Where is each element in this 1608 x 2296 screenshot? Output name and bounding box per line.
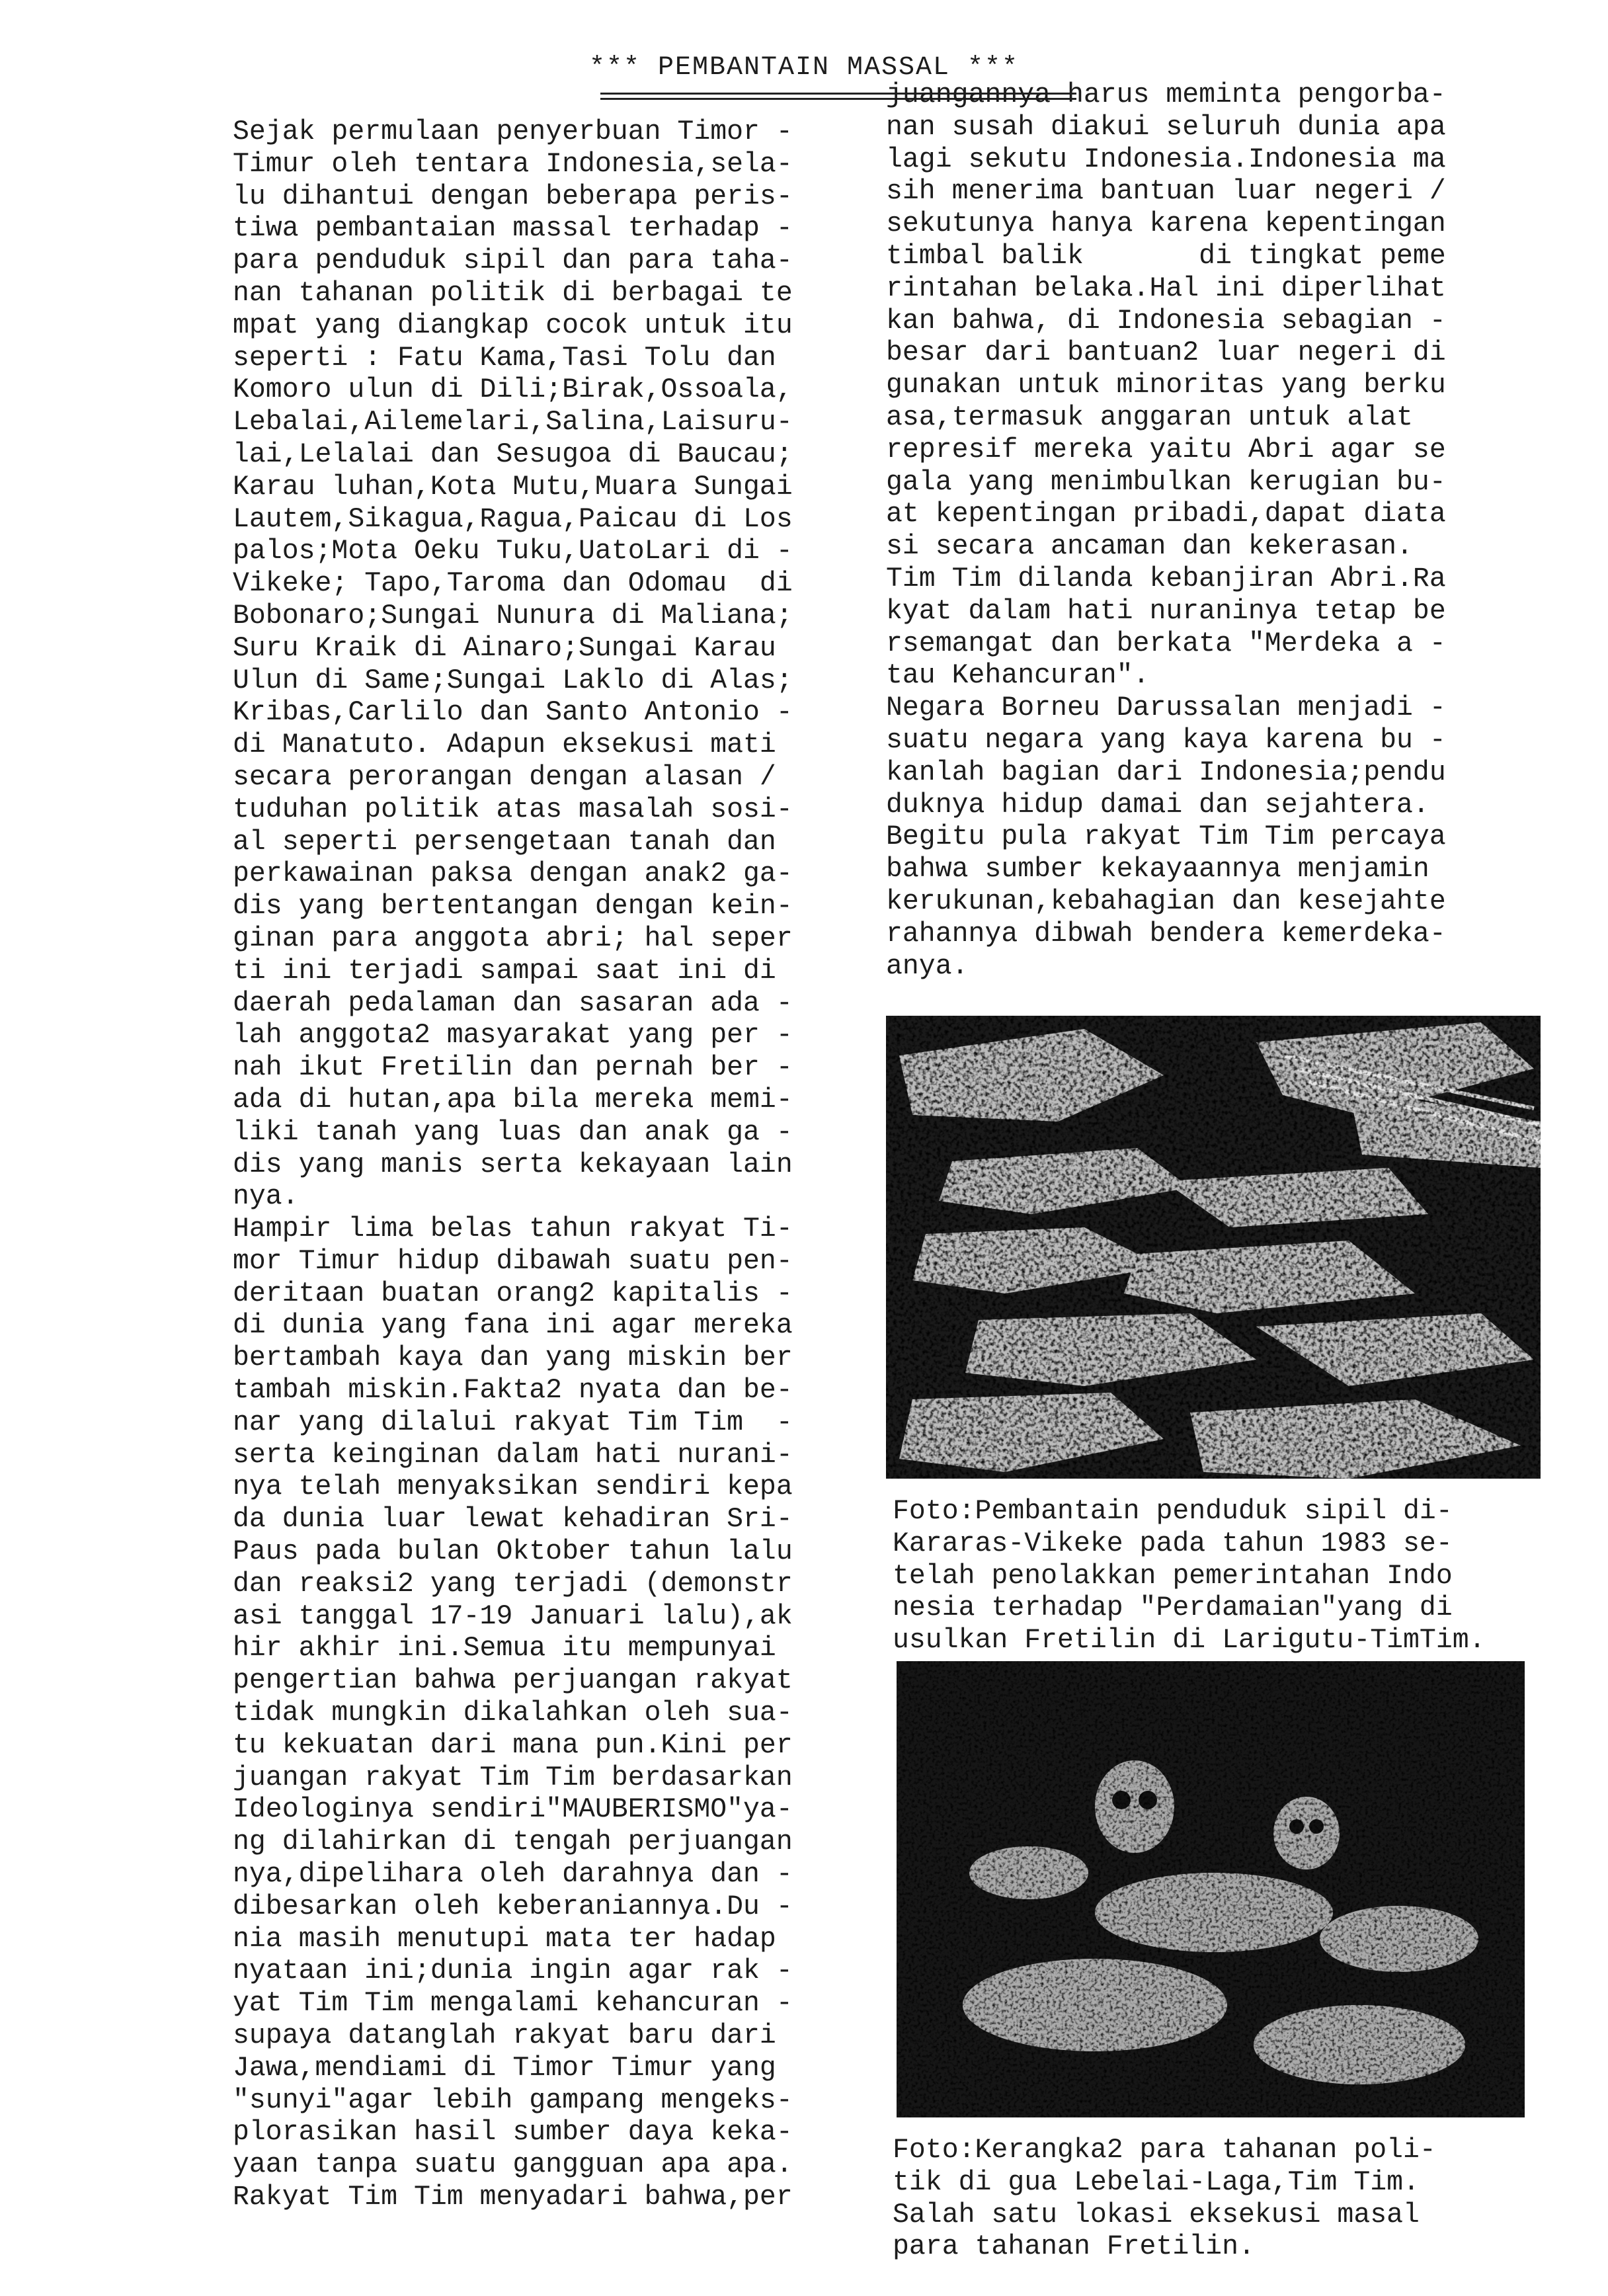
photo-caption-1 (893, 1496, 1587, 1657)
text-line: Foto:Pembantain penduduk sipil di- (893, 1496, 1453, 1527)
text-line: usulkan Fretilin di Larigutu-TimTim. (893, 1625, 1486, 1657)
text-line: Bobonaro;Sungai Nunura di Maliana; (233, 600, 793, 632)
text-line: gunakan untuk minoritas yang berku (886, 370, 1446, 401)
text-line: tiwa pembantaian massal terhadap - (233, 213, 793, 245)
text-line: secara perorangan dengan alasan / (233, 761, 776, 793)
text-line: perkawainan paksa dengan anak2 ga- (233, 858, 793, 890)
text-line: "sunyi"agar lebih gampang mengeks- (233, 2084, 793, 2116)
left-text-column (233, 116, 887, 2214)
text-line: para tahanan Fretilin. (893, 2231, 1255, 2263)
text-line: kerukunan,kebahagian dan kesejahte (886, 885, 1446, 917)
text-line: hir akhir ini.Semua itu mempunyai (233, 1633, 776, 1664)
text-line: sekutunya hanya karena kepentingan (886, 208, 1446, 240)
text-line: si secara ancaman dan kekerasan. (886, 531, 1413, 563)
text-line: dis yang manis serta kekayaan lain (233, 1149, 793, 1180)
text-line: nyataan ini;dunia ingin agar rak - (233, 1955, 793, 1987)
text-line: yaan tanpa suatu gangguan apa apa. (233, 2149, 793, 2181)
text-line: ada di hutan,apa bila mereka memi- (233, 1084, 793, 1116)
massacre-photo (886, 1016, 1541, 1479)
text-line: sih menerima bantuan luar negeri / (886, 176, 1446, 208)
text-line: dibesarkan oleh keberaniannya.Du - (233, 1891, 793, 1922)
text-line: Lebalai,Ailemelari,Salina,Laisuru- (233, 407, 793, 438)
text-line: telah penolakkan pemerintahan Indo (893, 1560, 1453, 1592)
text-line: Komoro ulun di Dili;Birak,Ossoala, (233, 374, 793, 406)
text-line: asi tanggal 17-19 Januari lalu),ak (233, 1600, 793, 1632)
text-line: nya,dipelihara oleh darahnya dan - (233, 1859, 793, 1891)
text-line: Timur oleh tentara Indonesia,sela- (233, 148, 793, 180)
text-line: tau Kehancuran". (886, 660, 1150, 692)
text-line: nan susah diakui seluruh dunia apa (886, 111, 1446, 143)
photo-caption-2 (893, 2135, 1587, 2264)
text-line: besar dari bantuan2 luar negeri di (886, 337, 1446, 369)
text-line: Hampir lima belas tahun rakyat Ti- (233, 1213, 793, 1245)
text-line: Ideologinya sendiri"MAUBERISMO"ya- (233, 1794, 793, 1826)
text-line: Tim Tim dilanda kebanjiran Abri.Ra (886, 563, 1446, 594)
text-line: lai,Lelalai dan Sesugoa di Baucau; (233, 438, 793, 470)
text-line: tidak mungkin dikalahkan oleh sua- (233, 1698, 793, 1729)
text-line: ginan para anggota abri; hal seper (233, 922, 793, 954)
text-line: asa,termasuk anggaran untuk alat (886, 401, 1413, 433)
text-line: nesia terhadap "Perdamaian"yang di (893, 1592, 1453, 1624)
text-line: bertambah kaya dan yang miskin ber (233, 1342, 793, 1374)
text-line: anya. (886, 950, 969, 982)
text-line: Begitu pula rakyat Tim Tim percaya (886, 821, 1446, 853)
text-line: Sejak permulaan penyerbuan Timor - (233, 116, 793, 147)
text-line: Foto:Kerangka2 para tahanan poli- (893, 2135, 1436, 2166)
text-line: di Manatuto. Adapun eksekusi mati (233, 729, 776, 761)
text-line: ng dilahirkan di tengah perjuangan (233, 1826, 793, 1858)
text-line: Suru Kraik di Ainaro;Sungai Karau (233, 632, 776, 664)
text-line: nia masih menutupi mata ter hadap (233, 1923, 776, 1955)
text-line: serta keinginan dalam hati nurani- (233, 1439, 793, 1471)
text-line: rintahan belaka.Hal ini diperlihat (886, 272, 1446, 304)
text-line: tu kekuatan dari mana pun.Kini per (233, 1729, 793, 1761)
text-line: kanlah bagian dari Indonesia;pendu (886, 757, 1446, 788)
text-line: juangannya harus meminta pengorba- (886, 79, 1446, 110)
text-line: tuduhan politik atas masalah sosi- (233, 794, 793, 825)
text-line: rahannya dibwah bendera kemerdeka- (886, 918, 1446, 950)
text-line: tik di gua Lebelai-Laga,Tim Tim. (893, 2166, 1420, 2198)
text-line: gala yang menimbulkan kerugian bu- (886, 466, 1446, 498)
text-line: kan bahwa, di Indonesia sebagian - (886, 305, 1446, 337)
text-line: Jawa,mendiami di Timor Timur yang (233, 2052, 776, 2084)
text-line: daerah pedalaman dan sasaran ada - (233, 987, 793, 1019)
skeletons-photo (897, 1661, 1525, 2117)
text-line: nah ikut Fretilin dan pernah ber - (233, 1052, 793, 1084)
text-line: al seperti persengetaan tanah dan (233, 826, 776, 858)
text-line: nan tahanan politik di berbagai te (233, 277, 793, 309)
text-line: Rakyat Tim Tim menyadari bahwa,per (233, 2182, 793, 2213)
text-line: Lautem,Sikagua,Ragua,Paicau di Los (233, 503, 793, 535)
text-line: plorasikan hasil sumber daya keka- (233, 2117, 793, 2149)
text-line: nar yang dilalui rakyat Tim Tim - (233, 1407, 793, 1438)
text-line: Negara Borneu Darussalan menjadi - (886, 692, 1446, 724)
text-line: tambah miskin.Fakta2 nyata dan be- (233, 1375, 793, 1407)
text-line: di dunia yang fana ini agar mereka (233, 1310, 793, 1342)
text-line: nya. (233, 1181, 299, 1213)
text-line: duknya hidup damai dan sejahtera. (886, 789, 1429, 821)
text-line: bahwa sumber kekayaannya menjamin (886, 854, 1429, 885)
text-line: lagi sekutu Indonesia.Indonesia ma (886, 144, 1446, 175)
text-line: lah anggota2 masyarakat yang per - (233, 1020, 793, 1051)
text-line: dan reaksi2 yang terjadi (demonstr (233, 1568, 793, 1600)
text-line: lu dihantui dengan beberapa peris- (233, 181, 793, 212)
text-line: deritaan buatan orang2 kapitalis - (233, 1278, 793, 1309)
text-line: rsemangat dan berkata "Merdeka a - (886, 628, 1446, 659)
text-line: juangan rakyat Tim Tim berdasarkan (233, 1762, 793, 1793)
page-title: *** PEMBANTAIN MASSAL *** (588, 53, 1020, 83)
text-line: pengertian bahwa perjuangan rakyat (233, 1665, 793, 1697)
text-line: Salah satu lokasi eksekusi masal (893, 2199, 1420, 2231)
text-line: nya telah menyaksikan sendiri kepa (233, 1471, 793, 1503)
text-line: timbal balik di tingkat peme (886, 240, 1446, 272)
text-line: Kribas,Carlilo dan Santo Antonio - (233, 697, 793, 729)
text-line: da dunia luar lewat kehadiran Sri- (233, 1504, 793, 1536)
text-line: supaya datanglah rakyat baru dari (233, 2020, 776, 2052)
text-line: para penduduk sipil dan para taha- (233, 245, 793, 277)
text-line: dis yang bertentangan dengan kein- (233, 891, 793, 922)
text-line: represif mereka yaitu Abri agar se (886, 434, 1446, 466)
text-line: palos;Mota Oeku Tuku,UatoLari di - (233, 536, 793, 567)
text-line: Paus pada bulan Oktober tahun lalu (233, 1536, 793, 1568)
text-line: at kepentingan pribadi,dapat diata (886, 499, 1446, 530)
right-text-column (886, 79, 1541, 983)
text-line: Kararas-Vikeke pada tahun 1983 se- (893, 1528, 1453, 1559)
text-line: Karau luhan,Kota Mutu,Muara Sungai (233, 471, 793, 503)
text-line: ti ini terjadi sampai saat ini di (233, 955, 776, 987)
text-line: Ulun di Same;Sungai Laklo di Alas; (233, 665, 793, 696)
text-line: mpat yang diangkap cocok untuk itu (233, 309, 793, 341)
text-line: mor Timur hidup dibawah suatu pen- (233, 1245, 793, 1277)
text-line: kyat dalam hati nuraninya tetap be (886, 595, 1446, 627)
text-line: suatu negara yang kaya karena bu - (886, 724, 1446, 756)
text-line: seperti : Fatu Kama,Tasi Tolu dan (233, 342, 776, 374)
text-line: yat Tim Tim mengalami kehancuran - (233, 1988, 793, 2020)
text-line: Vikeke; Tapo,Taroma dan Odomau di (233, 568, 793, 600)
text-line: liki tanah yang luas dan anak ga - (233, 1116, 793, 1148)
